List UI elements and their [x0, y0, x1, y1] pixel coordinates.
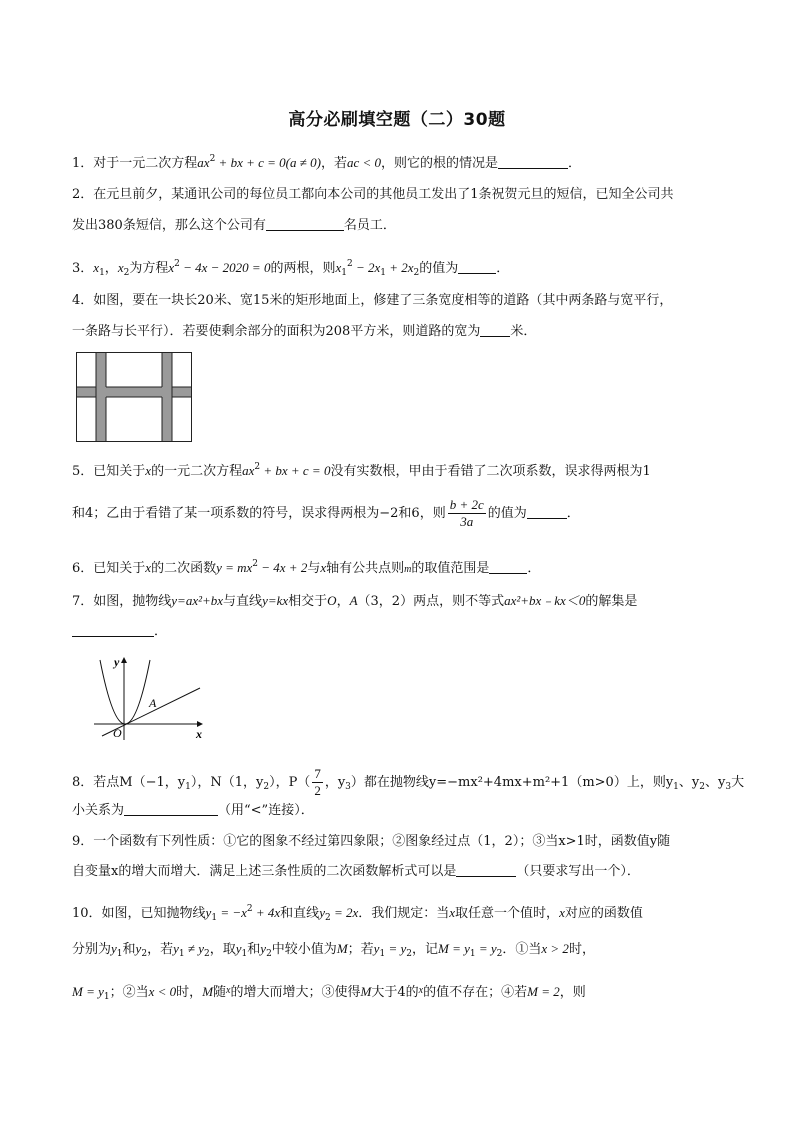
question-2-line-2: [72, 217, 732, 235]
q7-text-mid: 与直线: [223, 594, 263, 609]
q5-fraction: [448, 497, 486, 530]
q8-sub-2: 2: [263, 782, 270, 792]
q10-l3-M3: M: [360, 984, 372, 999]
q8-line2-text-pre: 小关系为: [72, 803, 125, 818]
q10-l3-c: 随: [213, 985, 227, 1000]
question-7-line-1: [72, 592, 732, 611]
q7-inequality: ax²+bx﹣kx＜0: [504, 593, 586, 608]
q1-equation-sup: 2: [209, 154, 216, 164]
q3-x1: x: [93, 260, 100, 275]
q6-variable-x-2: x: [320, 560, 327, 575]
q10-equation-1-sup: 2: [246, 904, 253, 914]
q5-equation-rest: + bx + c = 0: [260, 463, 331, 478]
q5-answer-blank[interactable]: [527, 505, 567, 519]
q10-l3-g: ，则: [559, 985, 586, 1000]
q10-l2-M: M: [336, 941, 348, 956]
q10-l2-M2: M = y: [437, 941, 470, 956]
q9-text-pre: 自变量x的增大而增大．满足上述三条性质的二次函数解析式可以是: [72, 864, 457, 879]
q10-y1: y: [205, 905, 212, 920]
q10-l2-cmp: y: [173, 941, 179, 956]
q7-y-label: y: [114, 655, 120, 669]
q10-l2-M2-mid: = y: [475, 941, 497, 956]
q1-condition: (a ≠ 0): [285, 155, 321, 170]
q4-text-post: 米．: [510, 324, 537, 339]
q10-l2-g: ；若: [347, 942, 374, 957]
question-5-line-2: [72, 496, 732, 532]
q3-equation-rest: − 4x − 2020 = 0: [179, 260, 271, 275]
q8-answer-blank[interactable]: [124, 802, 218, 816]
q2-text-post: 名员工．: [343, 218, 396, 233]
q3-comma: ，: [104, 261, 118, 276]
q10-l2-y1b-sub: 1: [241, 949, 248, 959]
q8-text-d: ，y: [324, 775, 346, 790]
q10-l3-cond2: M = 2: [527, 984, 560, 999]
question-10-line-3: [72, 982, 732, 1006]
q7-answer-blank[interactable]: [72, 623, 154, 637]
q10-equation-2: = 2x: [330, 905, 359, 920]
q10-text-post-2: 取任意一个值时，: [455, 906, 560, 921]
q8-sub-4: 1: [673, 782, 679, 792]
q6-text-end: ．: [527, 561, 541, 576]
q3-equation-sup: 2: [174, 259, 180, 269]
q6-text-pre: 6．已知关于: [72, 561, 146, 576]
q3-text-mid-2: 的两根，则: [270, 261, 336, 276]
q10-l2-M2-sub-1: 1: [469, 949, 476, 959]
q10-l2-cmp-sub-1: 1: [178, 949, 185, 959]
q5-text-post: 没有实数根，甲由于看错了二次项系数，误求得两根为1: [330, 464, 651, 479]
q7-text-end: 的解集是: [585, 594, 638, 609]
q10-l2-y2b-sub: 2: [266, 949, 272, 959]
q7-point-a: A: [349, 593, 358, 608]
q7-point-o: O: [327, 593, 337, 608]
q3-answer-blank[interactable]: [458, 260, 496, 274]
q1-equation: ax: [197, 155, 210, 170]
q3-expression-a-sub: 1: [341, 268, 347, 278]
q10-l2-f: 中较小值为: [271, 942, 337, 957]
q1-answer-blank[interactable]: [498, 155, 568, 169]
q3-expression-b: − 2x: [352, 260, 381, 275]
q10-l2-j: 时，: [568, 942, 595, 957]
q8-sub-5: 2: [699, 782, 705, 792]
q1-text-post: ，则它的根的情况是: [381, 156, 499, 171]
q10-l2-y2b: y: [260, 941, 267, 956]
q3-text-mid: 为方程: [129, 261, 169, 276]
q10-l3-e: 大于4的: [371, 985, 419, 1000]
q5-text-pre: 5．已知关于: [72, 464, 146, 479]
question-10-line-2: [72, 940, 732, 963]
q3-equation: x: [168, 260, 175, 275]
q10-l3-M: M = y: [72, 984, 104, 999]
page-title: 高分必刷填空题（二）30题: [288, 110, 506, 130]
question-6: [72, 555, 732, 579]
q5-text-end: ．: [566, 506, 580, 521]
q4-road-figure: [76, 352, 192, 442]
q8-fraction: [312, 766, 323, 799]
q8-text-f: 、y: [678, 775, 700, 790]
q10-l2-ne: ≠ y: [184, 941, 204, 956]
q3-x2: x: [117, 260, 124, 275]
q2-text-pre: 发出380条短信，那么这个公司有: [72, 218, 266, 233]
question-7-line-2: [72, 623, 732, 641]
q4-road-horizontal: [77, 387, 192, 397]
q10-l3-d: 的增大而增大；③使得: [230, 985, 361, 1000]
q6-variable-x: x: [145, 560, 152, 575]
q3-text-pre: 3．: [72, 261, 94, 276]
question-1: [72, 150, 732, 173]
q7-text-post: （3，2）两点，则不等式: [357, 594, 505, 609]
q1-equation-rest: + bx + c = 0: [215, 155, 286, 170]
q10-l2-eq: y: [373, 941, 380, 956]
q3-x2-sub: 2: [123, 268, 130, 278]
q6-variable-m: m: [404, 564, 412, 575]
q10-equation-1-rest: + 4x: [252, 905, 281, 920]
question-9-line-1: 9．一个函数有下列性质：①它的图象不经过第四象限；②图象经过点（1，2）；③当x>1时，函数值y随: [72, 834, 671, 849]
q8-text-b: ），N（1，y: [190, 775, 264, 790]
q10-text-mid: 和直线: [280, 906, 320, 921]
q10-l2-y1b: y: [235, 941, 242, 956]
q8-text-h: 大: [731, 775, 745, 790]
q7-line-equation: y=kx: [262, 593, 289, 608]
q10-variable-x: x: [449, 905, 456, 920]
q9-answer-blank[interactable]: [456, 863, 516, 877]
q10-l2-d: ，取: [209, 942, 236, 957]
q10-equation-1: = −x: [217, 905, 247, 920]
q7-text-pre: 7．如图，抛物线: [72, 594, 172, 609]
q10-l2-cond: x > 2: [541, 941, 569, 956]
q3-expression-b-sub: 1: [380, 268, 386, 278]
q3-text-end: ．: [496, 261, 510, 276]
q10-l2-y1: y: [111, 941, 117, 956]
q7-comma: ，: [336, 594, 350, 609]
q10-l2-cmp-sub-2: 2: [204, 949, 210, 959]
question-4-line-2: [72, 323, 732, 341]
q4-answer-blank[interactable]: [480, 323, 510, 337]
q5-text-mid: 的一元二次方程: [151, 464, 243, 479]
q10-l2-a: 分别为: [72, 942, 112, 957]
q10-l3-x2: x: [418, 985, 424, 996]
q9-text-post: （只要求写出一个）．: [516, 864, 640, 879]
q3-expression-c: + 2x: [386, 260, 414, 275]
q6-equation-rest: − 4x + 2: [258, 560, 308, 575]
q8-text-c: ），P（: [269, 775, 311, 790]
question-9-line-2: [72, 863, 732, 881]
q1-text-mid: ，若: [320, 156, 347, 171]
q10-l2-b: 和: [122, 942, 136, 957]
q5-line2-text-post: 的值为: [487, 506, 527, 521]
q7-point-a-label: A: [149, 696, 157, 710]
q5-fraction-numerator: b + 2c: [449, 497, 484, 512]
q6-text-mid: 的二次函数: [151, 561, 217, 576]
q3-expression-a: x: [335, 260, 342, 275]
q3-expression-a-sup: 2: [346, 259, 353, 269]
q8-fraction-denominator: 2: [314, 783, 321, 798]
q6-text-post: 轴有公共点则: [326, 561, 405, 576]
q6-equation: y = mx: [216, 560, 253, 575]
q10-l2-eq-sub-2: 2: [406, 949, 412, 959]
q7-origin-label: O: [113, 726, 122, 740]
q10-text-end: 对应的函数值: [564, 906, 643, 921]
q10-l2-y2-sub: 2: [141, 949, 148, 959]
q10-l2-e: 和: [247, 942, 261, 957]
q1-condition-2: ac < 0: [346, 155, 382, 170]
q6-equation-sup: 2: [252, 559, 259, 569]
q8-sub-1: 1: [185, 782, 191, 792]
q5-equation: ax: [242, 463, 255, 478]
q10-l3-b: 时，: [176, 985, 203, 1000]
q10-l3-cond: x < 0: [148, 984, 177, 999]
q10-y2: y: [319, 905, 325, 920]
q8-sub-6: 3: [725, 782, 732, 792]
q7-parabola-equation: y=ax²+bx: [171, 593, 224, 608]
q8-text-g: 、y: [705, 775, 726, 790]
q5-equation-sup: 2: [254, 462, 261, 472]
q10-text-pre: 10．如图，已知抛物线: [72, 906, 206, 921]
q5-variable-x: x: [145, 463, 152, 478]
q8-text-a: 8．若点M（−1，y: [72, 775, 186, 790]
question-8-line-2: [72, 802, 732, 820]
q5-fraction-denominator: 3a: [460, 514, 474, 529]
question-2-line-1: 2．在元旦前夕，某通讯公司的每位员工都向本公司的其他员工发出了1条祝贺元旦的短信，已知全公司共: [72, 187, 674, 202]
q10-y1-sub: 1: [211, 913, 218, 923]
question-3: [72, 255, 732, 282]
question-8-line-1: [72, 765, 745, 805]
question-10-line-1: [72, 900, 732, 927]
q3-text-post: 的值为: [419, 261, 459, 276]
q6-answer-blank[interactable]: [489, 560, 527, 574]
q5-line2-text-pre: 和4；乙由于看错了某一项系数的符号，误求得两根为−2和6，则: [72, 506, 446, 521]
q7-line2-end: ．: [154, 624, 168, 639]
q7-text-mid-2: 相交于: [288, 594, 328, 609]
q10-l3-f: 的值不存在；④若: [423, 985, 528, 1000]
q1-text-end: ．: [568, 156, 582, 171]
q10-l2-c: ，若: [147, 942, 174, 957]
q10-text-post: ．我们规定：当: [358, 906, 450, 921]
q7-parabola-figure: [92, 652, 212, 744]
q6-text-post-2: 的取值范围是: [411, 561, 490, 576]
q10-l2-y1-sub: 1: [116, 949, 123, 959]
q10-l2-eq-sub-1: 1: [379, 949, 386, 959]
q3-expression-c-sub: 2: [413, 268, 420, 278]
q10-l2-eq-mid: = y: [385, 941, 407, 956]
q10-l2-y2: y: [135, 941, 142, 956]
question-5-line-1: [72, 458, 732, 481]
q10-l2-M2-sub-2: 2: [496, 949, 503, 959]
q10-variable-x-2: x: [559, 905, 565, 920]
q8-text-e: ）都在抛物线y=−mx²+4mx+m²+1（m>0）上，则y: [350, 775, 674, 790]
q6-text-mid-2: 与: [307, 561, 321, 576]
q7-parabola-curve: [100, 660, 150, 724]
q10-l3-x: x: [226, 985, 231, 996]
q1-text-pre: 1．对于一元二次方程: [72, 156, 198, 171]
q8-fraction-numerator: 7: [314, 766, 321, 781]
q10-y2-sub: 2: [324, 913, 331, 923]
q10-l2-i: ．①当: [502, 942, 542, 957]
q8-line2-text-post: （用“<”连接）．: [218, 803, 314, 818]
q3-x1-sub: 1: [99, 268, 105, 278]
q8-sub-3: 3: [345, 782, 351, 792]
q10-l3-M2: M: [202, 984, 214, 999]
question-4-line-1: 4．如图，要在一块长20米、宽15米的矩形地面上，修建了三条宽度相等的道路（其中两条路与宽平行，: [72, 293, 673, 308]
q10-l3-a: ；②当: [109, 985, 149, 1000]
q7-x-label: x: [196, 727, 202, 741]
q2-answer-blank[interactable]: [266, 217, 344, 231]
q10-l3-M-sub: 1: [103, 992, 110, 1002]
q4-text-pre: 一条路与长平行）．若要使剩余部分的面积为208平方米，则道路的宽为: [72, 324, 481, 339]
q10-l2-h: ，记: [411, 942, 438, 957]
